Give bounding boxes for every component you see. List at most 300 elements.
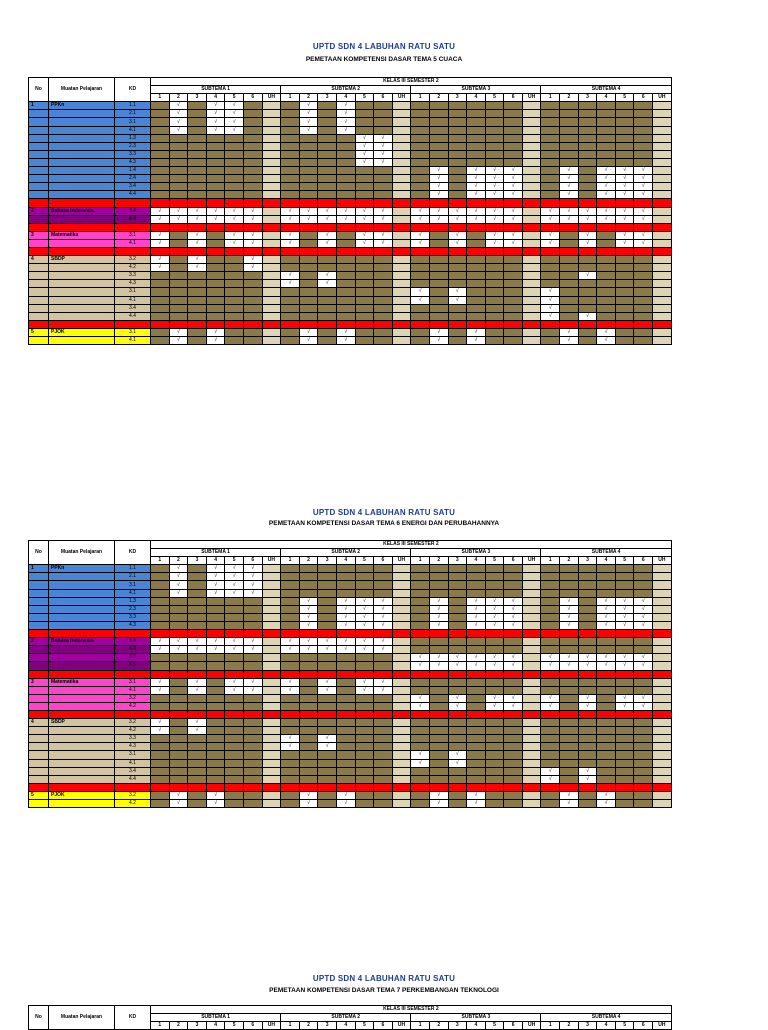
check-cell: √ [299, 646, 318, 654]
empty-cell [560, 565, 579, 573]
empty-cell [299, 296, 318, 304]
check-cell: √ [318, 215, 337, 223]
empty-cell [541, 581, 560, 589]
column-number: 3 [448, 94, 467, 102]
row-number [29, 337, 49, 345]
check-cell: √ [355, 678, 374, 686]
kd-cell: 4.2 [115, 727, 151, 735]
kd-cell: 3.4 [115, 767, 151, 775]
check-cell: √ [299, 126, 318, 134]
empty-cell [653, 646, 672, 654]
empty-cell [299, 175, 318, 183]
empty-cell [281, 167, 300, 175]
empty-cell [560, 264, 579, 272]
kd-cell: 4.1 [115, 759, 151, 767]
empty-cell [597, 686, 616, 694]
kd-cell: 4.4 [115, 191, 151, 199]
check-cell: √ [597, 791, 616, 799]
check-cell: √ [188, 215, 207, 223]
empty-cell [560, 775, 579, 783]
check-cell: √ [429, 175, 448, 183]
empty-cell [281, 328, 300, 336]
column-number: 5 [485, 94, 504, 102]
check-cell: √ [188, 719, 207, 727]
empty-cell [374, 272, 393, 280]
empty-cell [560, 304, 579, 312]
empty-cell [318, 142, 337, 150]
empty-cell [467, 312, 486, 320]
separator-band [29, 783, 672, 791]
check-cell: √ [225, 118, 244, 126]
empty-cell [151, 272, 170, 280]
empty-cell [392, 565, 411, 573]
check-cell: √ [355, 597, 374, 605]
empty-cell [262, 573, 281, 581]
empty-cell [653, 191, 672, 199]
empty-cell [653, 751, 672, 759]
check-cell: √ [206, 581, 225, 589]
empty-cell [243, 654, 262, 662]
check-cell: √ [541, 312, 560, 320]
empty-cell [225, 175, 244, 183]
check-cell: √ [411, 751, 430, 759]
kd-cell: 2.4 [115, 175, 151, 183]
empty-cell [522, 328, 541, 336]
empty-cell [225, 800, 244, 808]
empty-cell [615, 272, 634, 280]
empty-cell [429, 150, 448, 158]
empty-cell [281, 264, 300, 272]
row-number [29, 126, 49, 134]
check-cell: √ [206, 215, 225, 223]
subject-name [49, 735, 115, 743]
table-row [29, 167, 672, 175]
empty-cell [485, 142, 504, 150]
empty-cell [634, 581, 653, 589]
empty-cell [467, 264, 486, 272]
empty-cell [151, 735, 170, 743]
kd-cell: 2.1 [115, 110, 151, 118]
empty-cell [392, 183, 411, 191]
empty-cell [336, 167, 355, 175]
row-number [29, 727, 49, 735]
empty-cell [597, 719, 616, 727]
check-cell: √ [151, 215, 170, 223]
empty-cell [522, 565, 541, 573]
subtema-header: SUBTEMA 4 [541, 86, 671, 94]
check-cell: √ [615, 694, 634, 702]
check-cell: √ [151, 719, 170, 727]
empty-cell [206, 759, 225, 767]
empty-cell [318, 264, 337, 272]
empty-cell [374, 328, 393, 336]
empty-cell [504, 751, 523, 759]
empty-cell [653, 337, 672, 345]
kelas-header: KELAS III SEMESTER 2 [151, 1006, 672, 1014]
empty-cell [355, 288, 374, 296]
empty-cell [448, 791, 467, 799]
empty-cell [541, 110, 560, 118]
check-cell: √ [206, 646, 225, 654]
empty-cell [560, 142, 579, 150]
empty-cell [541, 272, 560, 280]
empty-cell [615, 767, 634, 775]
empty-cell [653, 791, 672, 799]
empty-cell [392, 759, 411, 767]
empty-cell [336, 142, 355, 150]
empty-cell [429, 743, 448, 751]
empty-cell [392, 175, 411, 183]
empty-cell [560, 646, 579, 654]
tema-title-3: PEMETAAN KOMPETENSI DASAR TEMA 7 PERKEMBANGAN TEKNOLOGI [269, 987, 499, 994]
empty-cell [318, 110, 337, 118]
empty-cell [578, 337, 597, 345]
subject-name: Bahasa Indonesia [49, 207, 115, 215]
empty-cell [615, 759, 634, 767]
check-cell: √ [225, 110, 244, 118]
empty-cell [262, 597, 281, 605]
empty-cell [522, 573, 541, 581]
empty-cell [336, 183, 355, 191]
empty-cell [206, 175, 225, 183]
check-cell: √ [615, 167, 634, 175]
empty-cell [318, 328, 337, 336]
empty-cell [448, 272, 467, 280]
header-no: No [29, 541, 49, 565]
empty-cell [151, 337, 170, 345]
empty-cell [262, 288, 281, 296]
column-number: 2 [429, 1022, 448, 1030]
row-number [29, 312, 49, 320]
empty-cell [653, 296, 672, 304]
empty-cell [188, 702, 207, 710]
kd-cell: 4.3 [115, 743, 151, 751]
empty-cell [615, 743, 634, 751]
empty-cell [188, 183, 207, 191]
empty-cell [467, 126, 486, 134]
check-cell: √ [206, 565, 225, 573]
empty-cell [560, 694, 579, 702]
empty-cell [578, 175, 597, 183]
table-row [29, 662, 672, 670]
empty-cell [653, 167, 672, 175]
subject-name [49, 272, 115, 280]
check-cell: √ [299, 613, 318, 621]
check-cell: √ [615, 662, 634, 670]
empty-cell [597, 727, 616, 735]
empty-cell [467, 735, 486, 743]
check-cell: √ [485, 207, 504, 215]
check-cell: √ [243, 646, 262, 654]
empty-cell [541, 191, 560, 199]
empty-cell [578, 110, 597, 118]
empty-cell [299, 686, 318, 694]
empty-cell [522, 775, 541, 783]
check-cell: √ [299, 207, 318, 215]
empty-cell [522, 800, 541, 808]
empty-cell [169, 264, 188, 272]
empty-cell [206, 743, 225, 751]
empty-cell [206, 304, 225, 312]
empty-cell [597, 134, 616, 142]
check-cell: √ [634, 175, 653, 183]
check-cell: √ [485, 597, 504, 605]
empty-cell [560, 102, 579, 110]
empty-cell [411, 167, 430, 175]
empty-cell [541, 751, 560, 759]
check-cell: √ [448, 207, 467, 215]
empty-cell [560, 150, 579, 158]
empty-cell [188, 102, 207, 110]
check-cell: √ [225, 102, 244, 110]
row-number [29, 215, 49, 223]
empty-cell [225, 280, 244, 288]
empty-cell [281, 621, 300, 629]
empty-cell [281, 312, 300, 320]
empty-cell [429, 102, 448, 110]
empty-cell [188, 110, 207, 118]
empty-cell [504, 337, 523, 345]
empty-cell [615, 288, 634, 296]
empty-cell [411, 621, 430, 629]
check-cell: √ [560, 613, 579, 621]
kd-cell: 1.1 [115, 102, 151, 110]
empty-cell [243, 272, 262, 280]
check-cell: √ [299, 800, 318, 808]
table-row [29, 239, 672, 247]
table-row [29, 142, 672, 150]
column-number: 6 [634, 94, 653, 102]
empty-cell [318, 589, 337, 597]
check-cell: √ [578, 231, 597, 239]
empty-cell [262, 735, 281, 743]
empty-cell [615, 312, 634, 320]
empty-cell [243, 158, 262, 166]
empty-cell [653, 621, 672, 629]
empty-cell [243, 775, 262, 783]
check-cell: √ [448, 296, 467, 304]
empty-cell [374, 735, 393, 743]
empty-cell [560, 702, 579, 710]
empty-cell [504, 102, 523, 110]
empty-cell [151, 175, 170, 183]
empty-cell [169, 175, 188, 183]
empty-cell [634, 800, 653, 808]
check-cell: √ [485, 694, 504, 702]
empty-cell [299, 272, 318, 280]
empty-cell [225, 743, 244, 751]
check-cell: √ [467, 605, 486, 613]
empty-cell [578, 791, 597, 799]
empty-cell [392, 727, 411, 735]
empty-cell [225, 767, 244, 775]
empty-cell [392, 678, 411, 686]
check-cell: √ [281, 272, 300, 280]
empty-cell [485, 751, 504, 759]
empty-cell [653, 735, 672, 743]
header-muatan: Muatan Pelajaran [49, 1006, 115, 1030]
empty-cell [541, 256, 560, 264]
empty-cell [392, 231, 411, 239]
empty-cell [522, 646, 541, 654]
empty-cell [374, 702, 393, 710]
empty-cell [560, 312, 579, 320]
empty-cell [448, 719, 467, 727]
check-cell: √ [560, 791, 579, 799]
table-row [29, 288, 672, 296]
table-row [29, 621, 672, 629]
table-row [29, 694, 672, 702]
empty-cell [281, 150, 300, 158]
check-cell: √ [318, 646, 337, 654]
empty-cell [318, 158, 337, 166]
table-row [29, 767, 672, 775]
empty-cell [448, 175, 467, 183]
check-cell: √ [336, 646, 355, 654]
empty-cell [262, 605, 281, 613]
check-cell: √ [429, 662, 448, 670]
empty-cell [485, 272, 504, 280]
empty-cell [243, 743, 262, 751]
empty-cell [634, 150, 653, 158]
empty-cell [634, 272, 653, 280]
empty-cell [522, 264, 541, 272]
subject-name: PJOK [49, 791, 115, 799]
check-cell: √ [374, 134, 393, 142]
column-number: 2 [169, 1022, 188, 1030]
school-title-1: UPTD SDN 4 LABUHAN RATU SATU [312, 42, 456, 51]
empty-cell [355, 118, 374, 126]
empty-cell [355, 328, 374, 336]
check-cell: √ [429, 337, 448, 345]
empty-cell [653, 175, 672, 183]
column-number: 6 [634, 557, 653, 565]
empty-cell [429, 134, 448, 142]
empty-cell [318, 654, 337, 662]
check-cell: √ [541, 239, 560, 247]
empty-cell [281, 142, 300, 150]
kd-cell: 3.2 [115, 694, 151, 702]
row-number [29, 581, 49, 589]
check-cell: √ [336, 328, 355, 336]
empty-cell [374, 175, 393, 183]
empty-cell [504, 638, 523, 646]
empty-cell [411, 775, 430, 783]
empty-cell [634, 142, 653, 150]
check-cell: √ [560, 167, 579, 175]
empty-cell [188, 337, 207, 345]
empty-cell [262, 150, 281, 158]
empty-cell [541, 727, 560, 735]
row-number [29, 272, 49, 280]
empty-cell [467, 589, 486, 597]
check-cell: √ [541, 767, 560, 775]
empty-cell [299, 581, 318, 589]
empty-cell [411, 134, 430, 142]
empty-cell [336, 678, 355, 686]
check-cell: √ [151, 678, 170, 686]
check-cell: √ [634, 167, 653, 175]
check-cell: √ [299, 337, 318, 345]
empty-cell [188, 589, 207, 597]
empty-cell [151, 183, 170, 191]
empty-cell [634, 118, 653, 126]
check-cell: √ [467, 215, 486, 223]
kd-cell: 4.5 [115, 662, 151, 670]
check-cell: √ [151, 256, 170, 264]
check-cell: √ [634, 662, 653, 670]
empty-cell [188, 694, 207, 702]
empty-cell [318, 150, 337, 158]
empty-cell [392, 791, 411, 799]
empty-cell [262, 767, 281, 775]
check-cell: √ [169, 800, 188, 808]
check-cell: √ [206, 791, 225, 799]
empty-cell [188, 280, 207, 288]
empty-cell [318, 573, 337, 581]
empty-cell [206, 264, 225, 272]
check-cell: √ [615, 654, 634, 662]
empty-cell [448, 646, 467, 654]
empty-cell [355, 654, 374, 662]
empty-cell [578, 589, 597, 597]
separator-band [29, 320, 672, 328]
empty-cell [299, 735, 318, 743]
column-number: 6 [243, 1022, 262, 1030]
check-cell: √ [281, 207, 300, 215]
check-cell: √ [318, 678, 337, 686]
empty-cell [336, 175, 355, 183]
empty-cell [281, 183, 300, 191]
table-row [29, 304, 672, 312]
kd-cell: 3.3 [115, 272, 151, 280]
empty-cell [541, 337, 560, 345]
empty-cell [225, 142, 244, 150]
check-cell: √ [634, 654, 653, 662]
check-cell: √ [336, 613, 355, 621]
empty-cell [541, 102, 560, 110]
empty-cell [243, 791, 262, 799]
subject-name [49, 337, 115, 345]
empty-cell [467, 638, 486, 646]
empty-cell [634, 256, 653, 264]
empty-cell [188, 296, 207, 304]
row-number [29, 735, 49, 743]
table-row [29, 175, 672, 183]
check-cell: √ [448, 694, 467, 702]
kd-cell: 2.1 [115, 573, 151, 581]
empty-cell [504, 565, 523, 573]
check-cell: √ [281, 239, 300, 247]
empty-cell [243, 605, 262, 613]
empty-cell [429, 727, 448, 735]
empty-cell [429, 158, 448, 166]
empty-cell [355, 694, 374, 702]
empty-cell [541, 735, 560, 743]
subject-name [49, 158, 115, 166]
empty-cell [429, 719, 448, 727]
empty-cell [392, 272, 411, 280]
check-cell: √ [467, 183, 486, 191]
empty-cell [243, 167, 262, 175]
row-number [29, 646, 49, 654]
empty-cell [448, 638, 467, 646]
table-row [29, 337, 672, 345]
empty-cell [206, 727, 225, 735]
check-cell: √ [429, 621, 448, 629]
empty-cell [578, 167, 597, 175]
empty-cell [206, 134, 225, 142]
